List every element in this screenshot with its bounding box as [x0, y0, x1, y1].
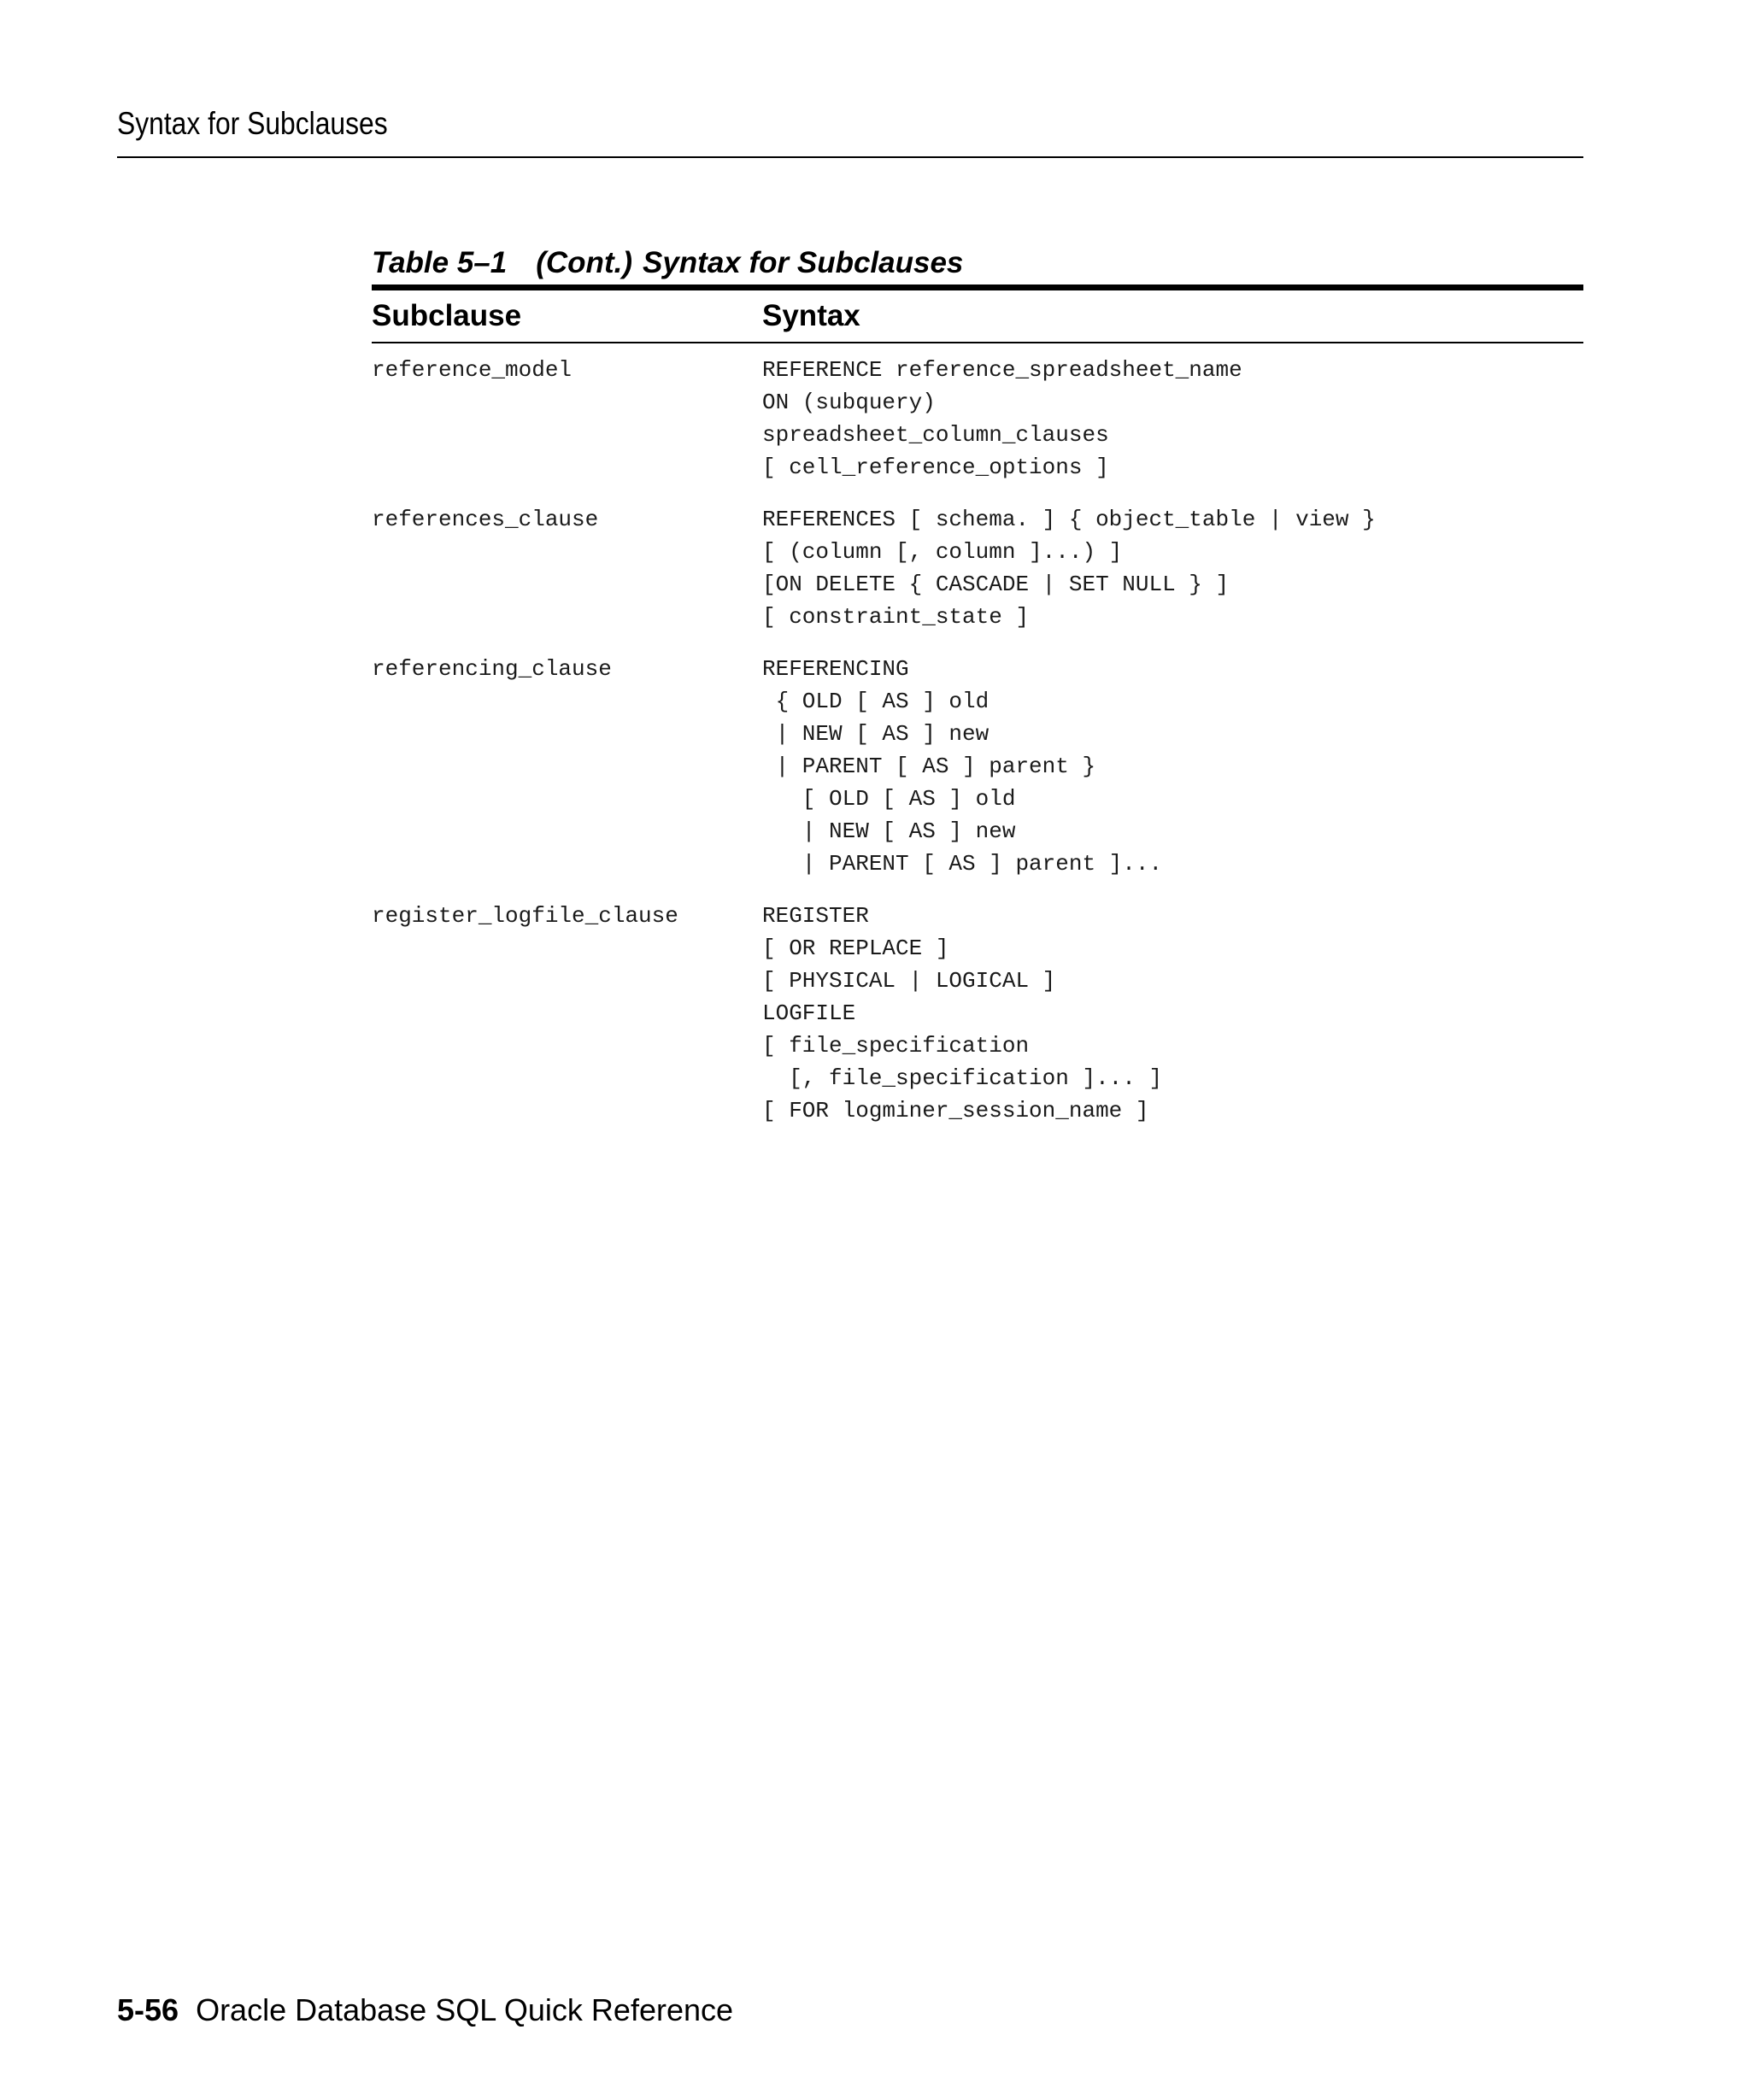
syntax-line: [ PHYSICAL | LOGICAL ] — [762, 968, 1056, 994]
table-row — [372, 354, 1583, 484]
syntax-line: [ cell_reference_options ] — [762, 455, 1109, 480]
syntax-line: | NEW [ AS ] new — [762, 818, 1016, 844]
syntax-line: REFERENCING — [762, 656, 909, 682]
column-header-syntax: Syntax — [762, 299, 860, 332]
syntax-line: REFERENCES [ schema. ] { object_table | view } — [762, 507, 1376, 532]
table-row — [372, 900, 1583, 1127]
column-header-subclause: Subclause — [372, 299, 522, 332]
syntax-line: [, file_specification ]... ] — [762, 1065, 1163, 1091]
syntax-line: REGISTER — [762, 903, 869, 929]
table-caption-cont: (Cont.) — [536, 246, 632, 279]
syntax-line: [ (column [, column ]...) ] — [762, 539, 1123, 565]
syntax-cell — [762, 900, 1583, 1127]
subclause-cell: references_clause — [372, 507, 599, 532]
book-title: Oracle Database SQL Quick Reference — [196, 1992, 734, 2027]
syntax-table — [372, 243, 1583, 1147]
table-row — [372, 653, 1583, 880]
table-body — [372, 343, 1583, 1127]
syntax-line: { OLD [ AS ] old — [762, 689, 990, 714]
syntax-line: LOGFILE — [762, 1000, 856, 1026]
syntax-line: | PARENT [ AS ] parent } — [762, 754, 1096, 779]
table-row — [372, 503, 1583, 633]
subclause-cell: referencing_clause — [372, 656, 612, 682]
table-header-row — [372, 290, 1583, 343]
syntax-line: | PARENT [ AS ] parent ]... — [762, 851, 1163, 877]
syntax-line: [ON DELETE { CASCADE | SET NULL } ] — [762, 572, 1230, 597]
header-rule — [117, 156, 1583, 158]
syntax-line: [ constraint_state ] — [762, 604, 1030, 630]
page-footer — [117, 1992, 733, 2028]
syntax-line: ON (subquery) — [762, 390, 936, 415]
syntax-cell — [762, 503, 1583, 633]
page-number: 5-56 — [117, 1992, 179, 2027]
syntax-line: [ OR REPLACE ] — [762, 936, 949, 961]
syntax-line: spreadsheet_column_clauses — [762, 422, 1109, 448]
syntax-cell — [762, 653, 1583, 880]
table-top-rule — [372, 284, 1583, 290]
subclause-cell: reference_model — [372, 357, 573, 383]
syntax-line: REFERENCE reference_spreadsheet_name — [762, 357, 1242, 383]
table-caption — [372, 243, 1583, 284]
syntax-line: [ file_specification — [762, 1033, 1030, 1059]
subclause-cell: register_logfile_clause — [372, 903, 678, 929]
syntax-line: [ FOR logminer_session_name ] — [762, 1098, 1149, 1123]
running-header: Syntax for Subclauses — [117, 106, 388, 141]
syntax-cell — [762, 354, 1583, 484]
syntax-line: | NEW [ AS ] new — [762, 721, 990, 747]
syntax-line: [ OLD [ AS ] old — [762, 786, 1016, 812]
table-caption-title: Syntax for Subclauses — [642, 246, 964, 279]
table-caption-number: Table 5–1 — [372, 246, 508, 279]
